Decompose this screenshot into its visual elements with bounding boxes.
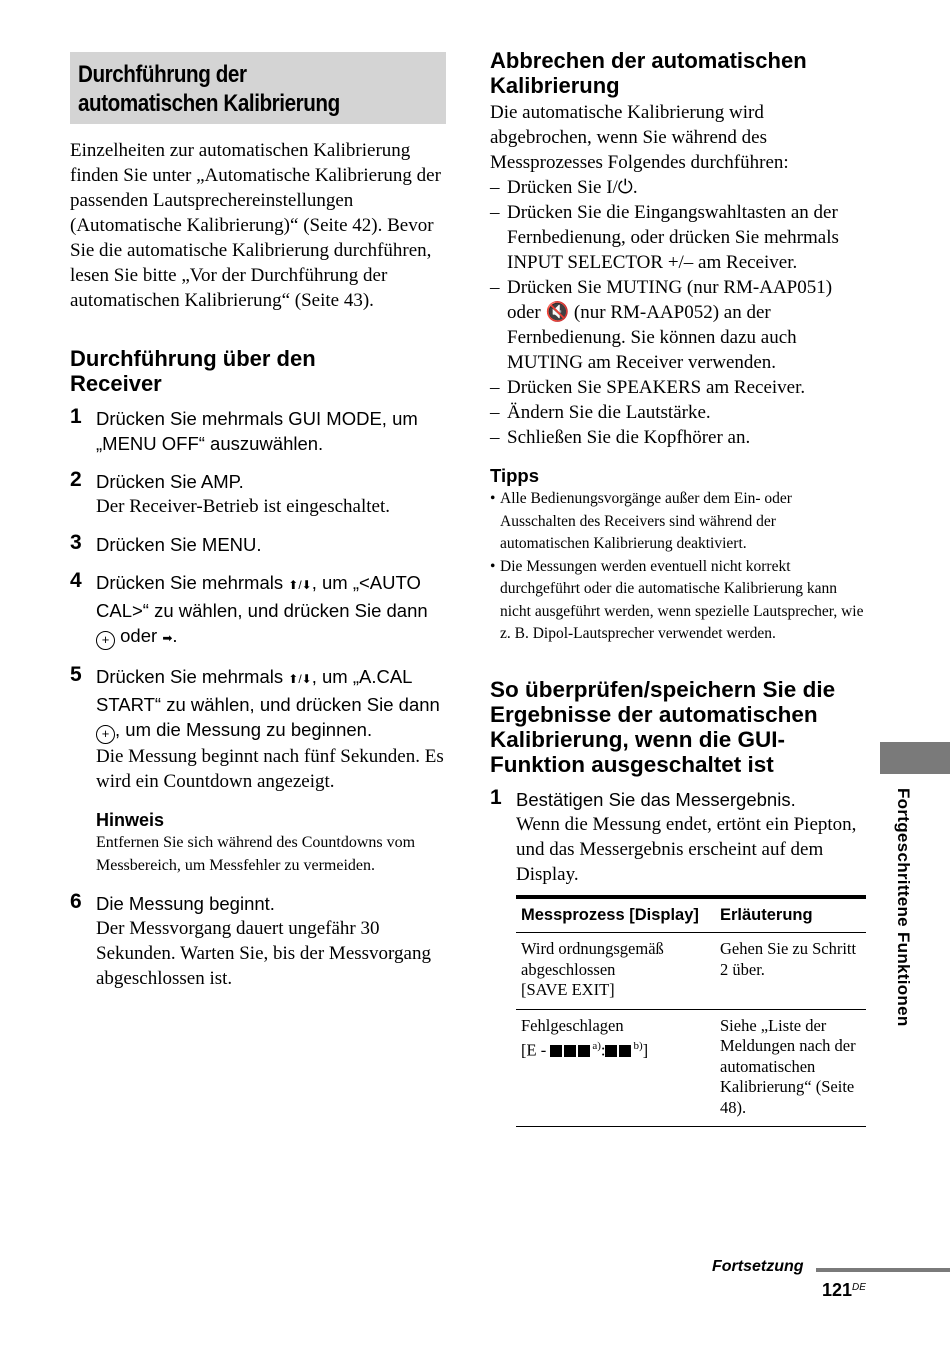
- step-number: 4: [70, 569, 82, 592]
- step-number: 1: [70, 405, 82, 428]
- right-column: [490, 48, 868, 1127]
- table-cell: [516, 933, 715, 1010]
- result-table: [516, 895, 866, 1128]
- step-instruction: Bestätigen Sie das Messergebnis.: [516, 788, 796, 810]
- step-4: [70, 570, 448, 651]
- table-header-row: [516, 897, 866, 933]
- step-2: [70, 469, 448, 519]
- tips-heading: Tipps: [490, 465, 539, 486]
- note-heading: Hinweis: [96, 810, 165, 830]
- step-3: [70, 532, 448, 557]
- list-item-text: Drücken Sie die Eingangswahltasten an der Fernbedienung, oder drücken Sie mehrmals INPUT SELECTOR +/– am Receiver.: [507, 202, 839, 273]
- cell-text: ]: [642, 1040, 649, 1060]
- step-text: , um die Messung zu beginnen.: [115, 719, 373, 740]
- list-item: [490, 375, 868, 400]
- step-instruction: [96, 570, 448, 651]
- table-cell: Gehen Sie zu Schritt 2 über.: [715, 933, 866, 1010]
- tip-item: [490, 488, 868, 556]
- table-row: [516, 933, 866, 1010]
- step-detail: Der Receiver-Betrieb ist eingeschaltet.: [96, 496, 390, 517]
- tip-text: Alle Bedienungsvorgänge außer dem Ein- oder Ausschalten des Receivers sind während der automatischen Kalibrierung deaktiviert.: [500, 490, 792, 552]
- page-number: [822, 1280, 866, 1301]
- step-detail: Der Messvorgang dauert ungefähr 30 Sekunden. Warten Sie, bis der Messvorgang abgeschlossen ist.: [96, 918, 431, 989]
- section-title-line1: Durchführung der: [78, 61, 247, 88]
- step-text: Drücken Sie mehrmals: [96, 572, 289, 593]
- step-instruction: [96, 664, 448, 744]
- bullet-marker: •: [490, 490, 496, 507]
- step-text: oder: [115, 625, 163, 646]
- table-header: Messprozess [Display]: [516, 897, 715, 933]
- step-instruction: Drücken Sie MENU.: [96, 534, 262, 555]
- step-text: , um „<AUTO CAL>“ zu wählen, und drücken Sie dann: [96, 572, 428, 621]
- step-number: 5: [70, 663, 82, 686]
- list-item: [490, 400, 868, 425]
- check-step-1: [490, 787, 868, 887]
- dash-marker: –: [490, 427, 500, 448]
- step-number: 3: [70, 531, 82, 554]
- list-item-text: Drücken Sie I/⏻.: [507, 177, 638, 198]
- list-item-text: Drücken Sie MUTING (nur RM-AAP051) oder 🔇 (nur RM-AAP052) an der Fernbedienung. Sie können dazu auch MUTING am Receiver verwenden.: [507, 277, 833, 373]
- step-6: [70, 891, 448, 991]
- tip-text: Die Messungen werden eventuell nicht korrekt durchgeführt oder die automatische Kalibrierung kann nicht ausgeführt werden, wenn spezielle Lautsprecher, wie z. B. Dipol-Lautsprecher verwendet werden.: [500, 557, 864, 642]
- list-item: [490, 175, 868, 200]
- dash-marker: –: [490, 202, 500, 223]
- bullet-marker: •: [490, 557, 496, 575]
- list-item: [490, 200, 868, 275]
- step-number: 6: [70, 890, 82, 913]
- note-text: Entfernen Sie sich während des Countdowns vom Messbereich, um Messfehler zu vermeiden.: [96, 834, 416, 874]
- table-header: Erläuterung: [715, 897, 866, 933]
- list-item: [490, 425, 868, 450]
- table-cell: [516, 1009, 715, 1127]
- table-cell: Siehe „Liste der Meldungen nach der automatischen Kalibrierung“ (Seite 48).: [715, 1009, 866, 1127]
- dash-marker: –: [490, 402, 500, 423]
- right-arrow-icon: ➡: [162, 631, 173, 645]
- step-number: 1: [490, 785, 502, 809]
- chapter-tab-text: Fortgeschrittene Funktionen: [894, 788, 913, 1027]
- list-item-text: Schließen Sie die Kopfhörer an.: [507, 427, 751, 448]
- enter-button-icon: +: [96, 725, 115, 744]
- chapter-tab-marker: [880, 742, 950, 774]
- tip-item: [490, 556, 868, 646]
- section-title-box: [70, 52, 446, 124]
- digit-placeholder-icon: [550, 1045, 562, 1057]
- list-item-text: Drücken Sie SPEAKERS am Receiver.: [507, 377, 806, 398]
- cancel-heading: Abbrechen der automatischen Kalibrierung: [490, 48, 807, 98]
- cell-text: Wird ordnungsgemäß abgeschlossen: [521, 939, 664, 979]
- step-detail: Die Messung beginnt nach fünf Sekunden. Es wird ein Countdown angezeigt.: [96, 746, 444, 792]
- digit-placeholder-icon: [619, 1045, 631, 1057]
- step-text: , um „A.CAL START“ zu wählen, und drücken Sie dann: [96, 666, 440, 715]
- step-text: .: [172, 625, 178, 646]
- receiver-heading: Durchführung über den Receiver: [70, 346, 316, 396]
- table-row: [516, 1009, 866, 1127]
- continued-rule: [816, 1268, 950, 1272]
- enter-button-icon: +: [96, 631, 115, 650]
- dash-marker: –: [490, 177, 500, 198]
- step-1: [70, 406, 448, 456]
- intro-paragraph: Einzelheiten zur automatischen Kalibrierung finden Sie unter „Automatische Kalibrierung der passenden Lautsprechereinstellungen (Automatische Kalibrierung)“ (Seite 42). Bevor Sie die automatische Kalibrierung durchführen, lesen Sie bitte „Vor der Durchführung der automatischen Kalibrierung“ (Seite 43).: [70, 140, 441, 311]
- cancel-intro: Die automatische Kalibrierung wird abgebrochen, wenn Sie während des Messprozesses Folgendes durchführen:: [490, 102, 789, 173]
- step-detail: Wenn die Messung endet, ertönt ein Piepton, und das Messergebnis erscheint auf dem Display.: [516, 813, 857, 885]
- dash-marker: –: [490, 277, 500, 298]
- digit-placeholder-icon: [564, 1045, 576, 1057]
- note-block: [70, 808, 448, 877]
- chapter-tab-label: [895, 788, 917, 1068]
- continued-label: Fortsetzung: [712, 1258, 804, 1275]
- page-number-value: 121: [822, 1280, 853, 1300]
- cell-text: [SAVE EXIT]: [521, 980, 615, 999]
- cell-text: [E -: [521, 1040, 551, 1060]
- up-down-arrows-icon: ⬆/⬇: [288, 672, 312, 686]
- left-column: [70, 52, 448, 991]
- footnote-mark: a): [592, 1040, 601, 1052]
- list-item-text: Ändern Sie die Lautstärke.: [507, 402, 711, 423]
- check-heading: So überprüfen/speichern Sie die Ergebnisse der automatischen Kalibrierung, wenn die GUI-Funktion ausgeschaltet ist: [490, 676, 836, 777]
- page-language-suffix: DE: [852, 1282, 866, 1293]
- step-instruction: Die Messung beginnt.: [96, 893, 275, 914]
- section-title-line2: automatischen Kalibrierung: [78, 90, 340, 117]
- digit-placeholder-icon: [578, 1045, 590, 1057]
- footnote-mark: b): [633, 1040, 643, 1052]
- digit-placeholder-icon: [605, 1045, 617, 1057]
- up-down-arrows-icon: ⬆/⬇: [288, 578, 312, 592]
- cell-text: Fehlgeschlagen: [521, 1015, 624, 1035]
- list-item: [490, 275, 868, 375]
- step-instruction: Drücken Sie AMP.: [96, 471, 244, 492]
- step-instruction: Drücken Sie mehrmals GUI MODE, um „MENU OFF“ auszuwählen.: [96, 408, 418, 454]
- dash-marker: –: [490, 377, 500, 398]
- cell-text: :: [600, 1040, 606, 1060]
- step-text: Drücken Sie mehrmals: [96, 666, 289, 687]
- step-number: 2: [70, 468, 82, 491]
- step-5: [70, 664, 448, 794]
- cancel-list: [490, 175, 868, 450]
